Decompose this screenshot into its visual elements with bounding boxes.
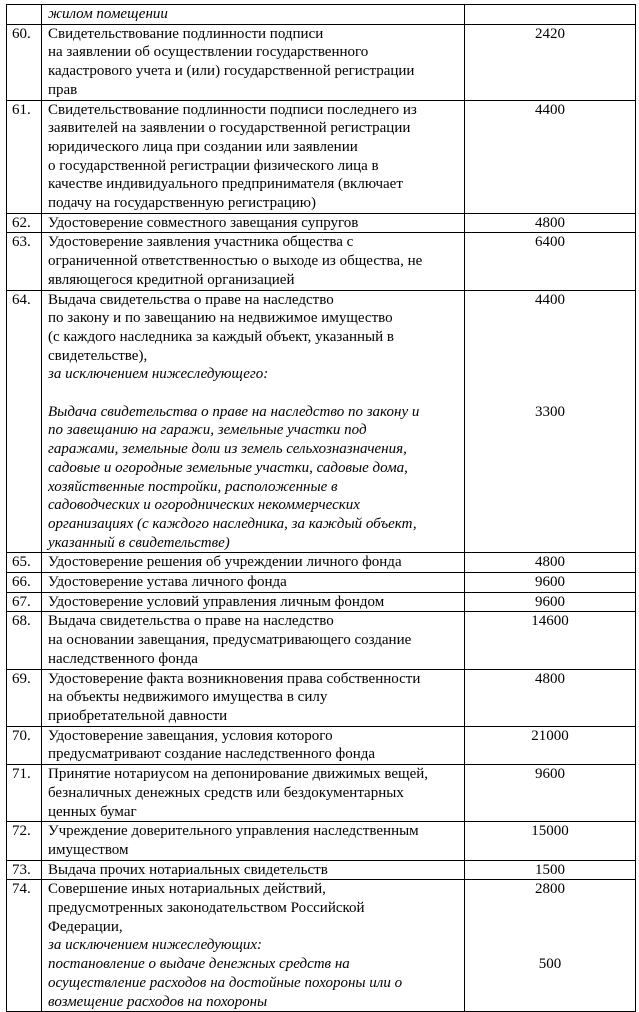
row-price: 14600	[465, 612, 636, 669]
price-exception: 3300	[535, 403, 565, 420]
exception-line: указанный в свидетельстве)	[48, 534, 230, 551]
description-line: на объекты недвижимого имущества в силу	[48, 689, 328, 706]
row-description	[42, 573, 465, 593]
row-number: 68.	[7, 612, 42, 669]
row-number: 62.	[7, 213, 42, 233]
row-price: 4400	[465, 100, 636, 213]
row-price: 9600	[465, 573, 636, 593]
row-description	[42, 822, 465, 860]
row-price	[465, 290, 636, 553]
exception-line: организациях (с каждого наследника, за каждый объект,	[48, 515, 417, 532]
description-line: Принятие нотариусом на депонирование движимых вещей,	[48, 766, 429, 783]
table-row	[7, 726, 636, 764]
table-row	[7, 765, 636, 822]
table-row	[7, 573, 636, 593]
description-line: подачу на государственную регистрацию)	[48, 195, 316, 212]
table-row	[7, 5, 636, 25]
row-price: 9600	[465, 592, 636, 612]
description-line: приобретательной давности	[48, 708, 228, 724]
row-number: 71.	[7, 765, 42, 822]
notary-fee-table	[6, 4, 636, 1012]
description-line: свидетельстве),	[48, 347, 148, 364]
row-price: 4800	[465, 553, 636, 573]
row-number: 65.	[7, 553, 42, 573]
row-number: 60.	[7, 24, 42, 100]
row-price: 1500	[465, 860, 636, 880]
table-row	[7, 592, 636, 612]
row-description	[42, 213, 465, 233]
description-line: имуществом	[48, 841, 129, 858]
row-price: 4800	[465, 669, 636, 726]
price-exception: 500	[538, 956, 562, 973]
description-line: (с каждого наследника за каждый объект, указанный в	[48, 328, 394, 345]
row-description	[42, 669, 465, 726]
description-line: ограниченной ответственностью о выходе из общества, не	[48, 253, 423, 270]
description-line: Выдача свидетельства о праве на наследство	[48, 613, 334, 630]
description-line: жилом помещении	[48, 6, 168, 22]
exception-line: осуществление расходов на достойные похороны или о	[48, 974, 403, 991]
exception-line: возмещение расходов на похороны	[48, 993, 268, 1010]
description-line: безналичных денежных средств или бездокументарных	[48, 784, 404, 801]
description-line: Свидетельствование подлинности подписи	[48, 25, 324, 42]
description-line: наследственного фонда	[48, 650, 198, 667]
table-row	[7, 669, 636, 726]
row-price: 9600	[465, 765, 636, 822]
exception-intro: за исключением нижеследующих:	[48, 937, 262, 954]
row-price	[465, 5, 636, 25]
row-price: 4800	[465, 213, 636, 233]
row-description	[42, 553, 465, 573]
row-description	[42, 765, 465, 822]
row-number: 61.	[7, 100, 42, 213]
table-row	[7, 24, 636, 100]
description-line: Удостоверение совместного завещания супругов	[48, 214, 359, 231]
table-row	[7, 213, 636, 233]
price-main: 4400	[535, 291, 565, 308]
row-number: 64.	[7, 290, 42, 553]
exception-line: садовые и огородные земельные участки, садовые дома,	[48, 459, 408, 476]
row-number: 66.	[7, 573, 42, 593]
row-price	[465, 880, 636, 1012]
row-number: 67.	[7, 592, 42, 612]
row-description	[42, 880, 465, 1012]
row-description	[42, 726, 465, 764]
row-description	[42, 5, 465, 25]
description-line: являющегося кредитной организацией	[48, 271, 295, 288]
description-line: Федерации,	[48, 918, 123, 935]
description-line: ценных бумаг	[48, 803, 137, 820]
row-number	[7, 5, 42, 25]
row-description	[42, 233, 465, 290]
description-line: Удостоверение устава личного фонда	[48, 574, 287, 591]
exception-line: по завещанию на гаражи, земельные участки под	[48, 422, 367, 439]
description-line: Удостоверение решения об учреждении личного фонда	[48, 554, 402, 571]
description-line: Выдача свидетельства о праве на наследство	[48, 291, 334, 308]
description-line: на заявлении об осуществлении государственного	[48, 44, 369, 61]
row-description	[42, 290, 465, 553]
description-line: кадастрового учета и (или) государственной регистрации	[48, 63, 415, 80]
description-line: Удостоверение факта возникновения права собственности	[48, 670, 421, 687]
description-line: предусматривают создание наследственного фонда	[48, 746, 376, 763]
description-line: Учреждение доверительного управления наследственным	[48, 823, 419, 840]
description-line: Удостоверение условий управления личным фондом	[48, 593, 385, 610]
description-line: юридического лица при создании или заявлении	[48, 138, 358, 155]
description-line: заявителей на заявлении о государственной регистрации	[48, 120, 411, 137]
description-line: на основании завещания, предусматривающего создание	[48, 632, 412, 649]
row-description	[42, 612, 465, 669]
table-row	[7, 880, 636, 1012]
row-price: 2420	[465, 24, 636, 100]
description-line: Совершение иных нотариальных действий,	[48, 881, 326, 898]
description-line: прав	[48, 81, 78, 98]
row-description	[42, 592, 465, 612]
row-number: 72.	[7, 822, 42, 860]
table-row	[7, 860, 636, 880]
table-row	[7, 553, 636, 573]
row-price: 6400	[465, 233, 636, 290]
exception-line: Выдача свидетельства о праве на наследство по закону и	[48, 403, 420, 420]
description-line: о государственной регистрации физического лица в	[48, 157, 379, 174]
row-price: 21000	[465, 726, 636, 764]
table-row	[7, 822, 636, 860]
description-line: Удостоверение заявления участника общества с	[48, 234, 354, 251]
description-line: по закону и по завещанию на недвижимое имущество	[48, 310, 393, 327]
price-main: 2800	[535, 881, 565, 898]
exception-line: хозяйственные постройки, расположенные в	[48, 478, 338, 495]
table-row	[7, 100, 636, 213]
table-row	[7, 612, 636, 669]
row-description	[42, 860, 465, 880]
row-price: 15000	[465, 822, 636, 860]
description-line: качестве индивидуального предпринимателя (включает	[48, 176, 403, 193]
row-number: 63.	[7, 233, 42, 290]
description-line: предусмотренных законодательством Российской	[48, 900, 365, 917]
table-row	[7, 290, 636, 553]
exception-line: садоводческих и огороднических некоммерческих	[48, 497, 360, 514]
row-number: 74.	[7, 880, 42, 1012]
row-number: 69.	[7, 669, 42, 726]
table-row	[7, 233, 636, 290]
spacer	[48, 384, 460, 403]
row-number: 70.	[7, 726, 42, 764]
description-line: Выдача прочих нотариальных свидетельств	[48, 861, 328, 878]
exception-line: гаражами, земельные доли из земель сельхозназначения,	[48, 441, 407, 458]
row-description	[42, 24, 465, 100]
row-number: 73.	[7, 860, 42, 880]
exception-intro: за исключением нижеследующего:	[48, 366, 269, 383]
row-description	[42, 100, 465, 213]
description-line: Удостоверение завещания, условия которого	[48, 727, 333, 744]
exception-line: постановление о выдаче денежных средств на	[48, 956, 350, 973]
description-line: Свидетельствование подлинности подписи последнего из	[48, 101, 417, 118]
